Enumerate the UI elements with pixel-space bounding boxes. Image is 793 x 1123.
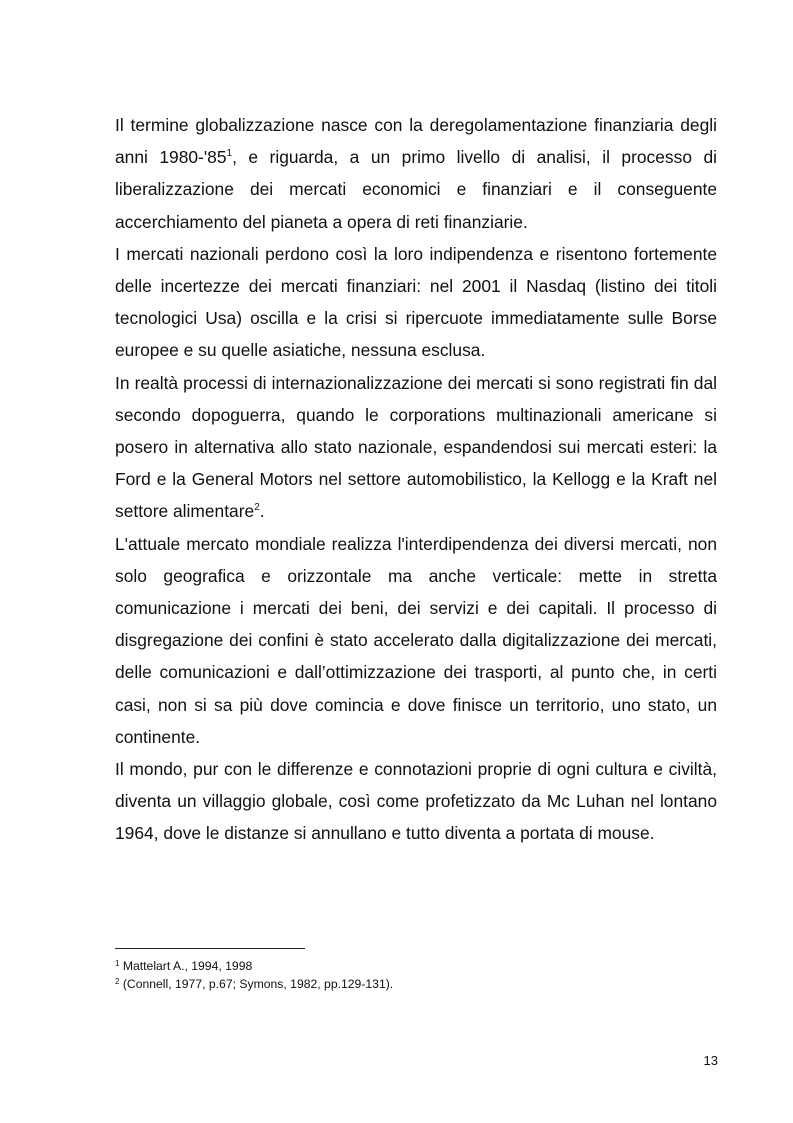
footnote-1 <box>115 958 717 976</box>
paragraph-text: , e riguarda, a un primo livello di analisi, il processo di liberalizzazione dei mercati economici e finanziari e il conseguente accerchiamento del pianeta a opera di reti finanziarie. <box>115 147 718 232</box>
paragraph-national-markets <box>115 238 717 367</box>
paragraph-text: Il termine globalizzazione nasce con la deregolamentazione finanziaria degli anni 1980-'85 <box>115 115 717 168</box>
footnote-ref-1[interactable]: 1 <box>226 148 233 160</box>
paragraph-text: Il mondo, pur con le differenze e connotazioni proprie di ogni cultura e civiltà, diventa un villaggio globale, così come profetizzato da Mc Luhan nel lontano 1964, dove le distanze si annullano e tutto diventa a portata di mouse. <box>115 759 717 844</box>
footnote-divider <box>115 948 305 949</box>
paragraph-text: . <box>259 501 265 522</box>
body-text <box>115 109 717 850</box>
footnote-text: Mattelart A., 1994, 1998 <box>119 959 253 973</box>
footnote-2 <box>115 976 717 994</box>
paragraph-global-village <box>115 753 717 850</box>
footnote-number: 1 <box>115 959 120 968</box>
footnotes <box>115 958 717 993</box>
paragraph-text: I mercati nazionali perdono così la loro indipendenza e risentono fortemente delle incertezze dei mercati finanziari: nel 2001 il Nasdaq (listino dei titoli tecnologici Usa) oscilla e la crisi si ripercuote immediatamente sulle Borse europee e su quelle asiatiche, nessuna esclusa. <box>115 243 717 361</box>
footnote-number: 2 <box>115 976 120 986</box>
footnote-ref-2[interactable]: 2 <box>254 502 260 514</box>
paragraph-world-market <box>115 528 717 753</box>
paragraph-text: In realtà processi di internazionalizzazione dei mercati si sono registrati fin dal secondo dopoguerra, quando le corporations multinazionali americane si posero in alternativa allo stato nazionale, espandendosi sui mercati esteri: la Ford e la General Motors nel settore automobilistico, la Kellogg e la Kraft nel settore alimentare <box>115 372 717 522</box>
footnote-text: (Connell, 1977, p.67; Symons, 1982, pp.129-131). <box>119 976 394 991</box>
paragraph-internationalization <box>115 367 717 528</box>
page-number: 13 <box>703 1053 718 1068</box>
paragraph-globalization-origin <box>115 109 717 238</box>
paragraph-text: L'attuale mercato mondiale realizza l'interdipendenza dei diversi mercati, non solo geografica e orizzontale ma anche verticale: mette in stretta comunicazione i mercati dei beni, dei servizi e dei capitali. Il processo di disgregazione dei confini è stato accelerato dalla digitalizzazione dei mercati, delle comunicazioni e dall’ottimizzazione dei trasporti, al punto che, in certi casi, non si sa più dove comincia e dove finisce un territorio, uno stato, un continente. <box>115 533 717 747</box>
